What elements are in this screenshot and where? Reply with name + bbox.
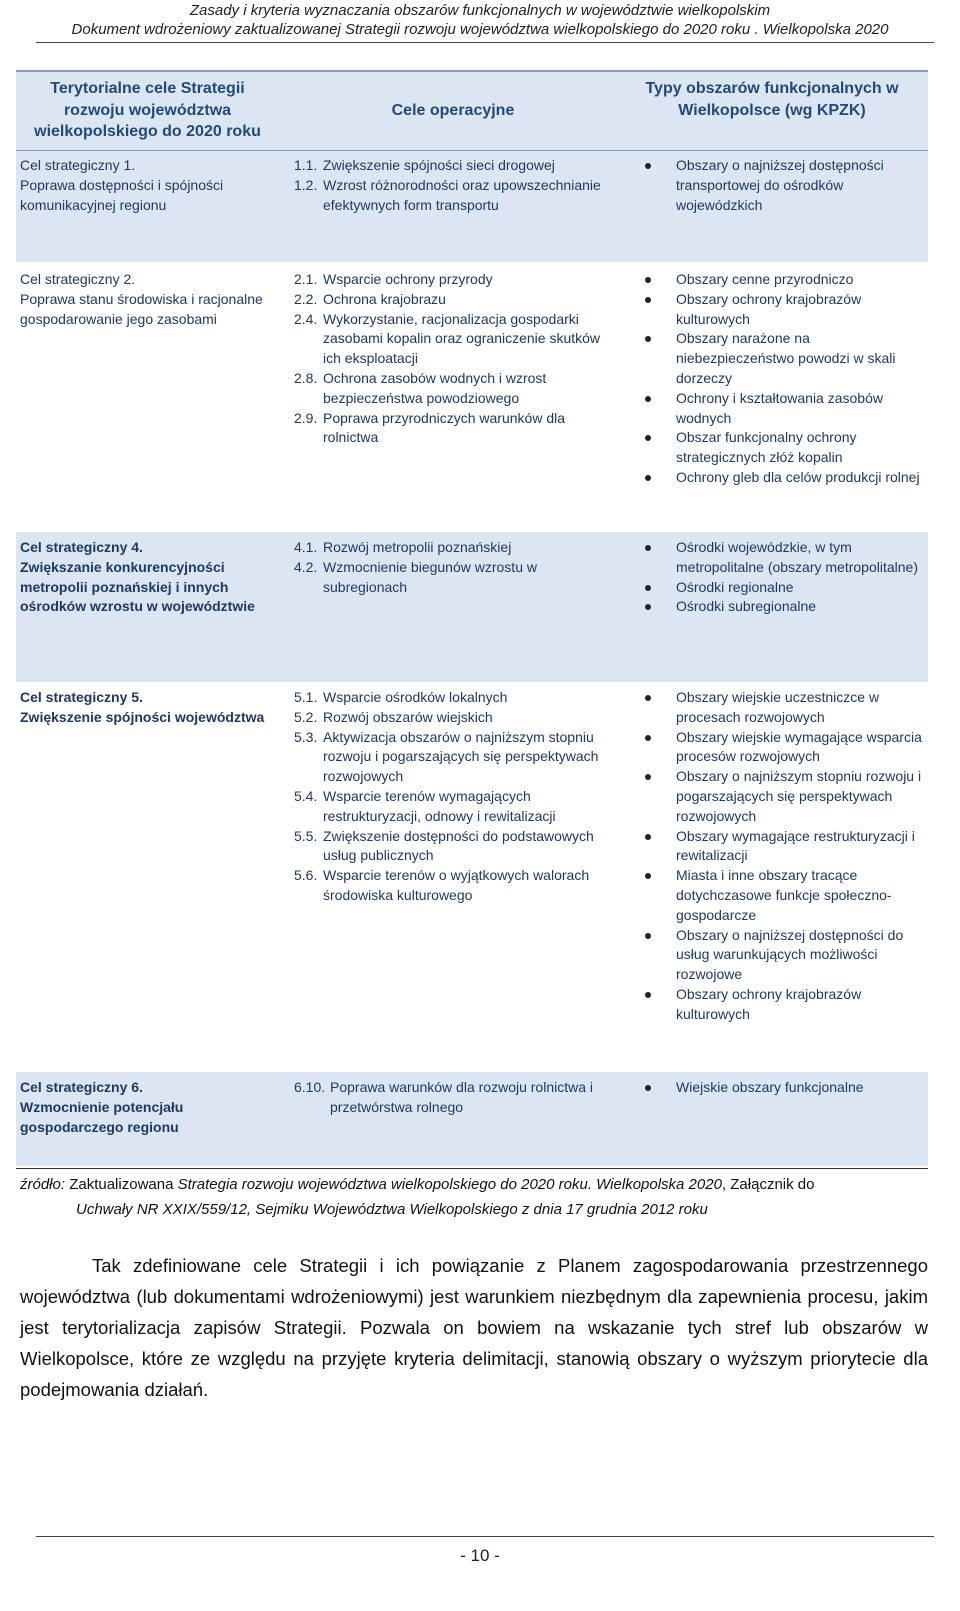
area-types-cell: [636, 270, 928, 488]
area-type-item: Ośrodki regionalne: [636, 578, 928, 598]
operational-goal-text: Wzmocnienie biegunów wzrostu w subregionach: [323, 558, 537, 595]
operational-goal-text: Wzrost różnorodności oraz upowszechnianie efektywnych form transportu: [323, 176, 601, 213]
operational-goal-item: [294, 708, 612, 728]
area-type-item: Ośrodki wojewódzkie, w tym metropolitalne (obszary metropolitalne): [636, 538, 928, 578]
page-number: - 10 -: [460, 1546, 500, 1565]
strategic-goal-cell: [20, 688, 275, 728]
running-header-title: Zasady i kryteria wyznaczania obszarów funkcjonalnych w województwie wielkopolskim: [189, 2, 771, 19]
operational-goal-number: 5.4.: [294, 787, 318, 804]
operational-goal-text: Zwiększenie spójności sieci drogowej: [323, 157, 555, 173]
area-types-cell: [636, 1078, 928, 1098]
area-type-item: Ośrodki subregionalne: [636, 597, 928, 617]
operational-goal-item: [294, 827, 612, 867]
operational-goal-text: Ochrona zasobów wodnych i wzrost bezpieczeństwa powodziowego: [323, 369, 547, 406]
operational-goal-number: 5.3.: [294, 728, 318, 745]
operational-goal-number: 2.2.: [294, 290, 318, 307]
operational-goal-number: 1.2.: [294, 176, 318, 193]
source-title: Strategia rozwoju województwa wielkopolskiego do 2020 roku. Wielkopolska 2020: [177, 1176, 722, 1193]
operational-goals-cell: [294, 1078, 612, 1118]
strategic-goal-text: Poprawa dostępności i spójności komunikacyjnej regionu: [20, 176, 224, 213]
table-row: [16, 1072, 928, 1166]
header-divider: [36, 42, 934, 43]
strategic-goal-cell: [20, 538, 275, 617]
strategic-goal-text: Poprawa stanu środowiska i racjonalne gospodarowanie jego zasobami: [20, 290, 263, 327]
strategic-goal-number: Cel strategiczny 1.: [20, 157, 136, 173]
table-row: [16, 532, 928, 682]
operational-goal-text: Zwiększenie dostępności do podstawowych usług publicznych: [323, 827, 594, 864]
area-type-item: Ochrony gleb dla celów produkcji rolnej: [636, 468, 928, 488]
source-line-2: Uchwały NR XXIX/559/12, Sejmiku Województwa Wielkopolskiego z dnia 17 grudnia 2012 roku: [76, 1201, 708, 1218]
source-text-2: , Załącznik do: [721, 1176, 815, 1193]
strategic-goal-number: Cel strategiczny 6.: [20, 1079, 143, 1095]
operational-goal-text: Wykorzystanie, racjonalizacja gospodarki zasobami kopalin oraz ograniczenie skutków ich eksploatacji: [323, 310, 601, 367]
strategic-goal-number: Cel strategiczny 4.: [20, 539, 143, 555]
strategic-goal-text: Wzmocnienie potencjału gospodarczego regionu: [20, 1098, 184, 1135]
area-type-item: Wiejskie obszary funkcjonalne: [636, 1078, 928, 1098]
area-types-cell: [636, 538, 928, 617]
area-type-item: Obszar funkcjonalny ochrony strategicznych złóż kopalin: [636, 428, 928, 468]
header-col-goals: Terytorialne cele Strategii rozwoju województwa wielkopolskiego do 2020 roku: [34, 80, 261, 140]
area-type-item: Obszary wymagające restrukturyzacji i rewitalizacji: [636, 827, 928, 867]
table-row: [16, 150, 928, 262]
area-type-item: Obszary o najniższym stopniu rozwoju i pogarszających się perspektywach rozwojowych: [636, 767, 928, 826]
operational-goals-cell: [294, 538, 612, 597]
header-col-operational: Cele operacyjne: [391, 102, 515, 119]
area-type-item: Obszary ochrony krajobrazów kulturowych: [636, 290, 928, 330]
operational-goals-cell: [294, 156, 612, 215]
operational-goal-item: [294, 369, 612, 409]
strategic-goal-text: Zwiększenie spójności województwa: [20, 708, 265, 725]
operational-goal-number: 2.8.: [294, 369, 318, 386]
body-paragraph: Tak zdefiniowane cele Strategii i ich powiązanie z Planem zagospodarowania przestrzennego województwa (lub dokumentami wdrożeniowymi) jest warunkiem niezbędnym dla zapewnienia procesu, jakim jest terytorializacja zapisów Strategii. Pozwala on bowiem na wskazanie tych stref lub obszarów w Wielkopolsce, które ze względu na przyjęte kryteria delimitacji, stanowią obszary o wyższym priorytecie dla podejmowania działań.: [20, 1255, 928, 1400]
area-type-item: Obszary narażone na niebezpieczeństwo powodzi w skali dorzeczy: [636, 329, 928, 388]
operational-goal-number: 5.5.: [294, 827, 318, 844]
area-type-item: Obszary o najniższej dostępności transportowej do ośrodków wojewódzkich: [636, 156, 928, 215]
operational-goal-text: Ochrona krajobrazu: [323, 290, 446, 307]
area-type-item: Ochrony i kształtowania zasobów wodnych: [636, 389, 928, 429]
operational-goal-item: [294, 866, 612, 906]
operational-goal-number: 6.10.: [294, 1079, 326, 1095]
area-types-cell: [636, 156, 928, 215]
operational-goal-item: [294, 310, 612, 369]
operational-goal-text: Rozwój metropolii poznańskiej: [323, 539, 512, 555]
strategic-goal-cell: [20, 156, 275, 215]
area-types-cell: [636, 688, 928, 1025]
operational-goal-item: [294, 728, 612, 787]
footer-divider: [36, 1536, 934, 1537]
operational-goal-number: 2.1.: [294, 271, 318, 287]
area-type-item: Obszary wiejskie uczestniczce w procesach rozwojowych: [636, 688, 928, 728]
strategic-goal-cell: [20, 270, 275, 329]
operational-goals-cell: [294, 688, 612, 906]
operational-goal-item: [294, 409, 612, 449]
operational-goal-item: [294, 156, 612, 176]
source-text-1: Zaktualizowana: [65, 1176, 178, 1193]
source-note: [20, 1172, 925, 1222]
strategic-goal-number: Cel strategiczny 2.: [20, 271, 136, 287]
operational-goal-item: [294, 688, 612, 708]
operational-goal-item: [294, 290, 612, 310]
operational-goal-text: Wsparcie ośrodków lokalnych: [323, 689, 508, 705]
operational-goal-text: Poprawa przyrodniczych warunków dla rolnictwa: [323, 409, 565, 446]
source-prefix: źródło:: [20, 1176, 66, 1193]
operational-goal-item: [294, 1078, 612, 1118]
operational-goal-number: 5.1.: [294, 689, 318, 705]
operational-goal-item: [294, 558, 612, 598]
operational-goal-item: [294, 538, 612, 558]
operational-goal-text: Wsparcie terenów o wyjątkowych walorach środowiska kulturowego: [323, 867, 590, 903]
operational-goal-number: 1.1.: [294, 157, 318, 173]
operational-goal-item: [294, 787, 612, 827]
area-type-item: Miasta i inne obszary tracące dotychczasowe funkcje społeczno-gospodarcze: [636, 866, 928, 925]
operational-goal-number: 2.4.: [294, 310, 318, 327]
area-type-item: Obszary o najniższej dostępności do usług warunkujących możliwości rozwojowe: [636, 926, 928, 985]
strategic-goal-cell: [20, 1078, 275, 1137]
operational-goal-number: 4.2.: [294, 558, 318, 575]
operational-goal-number: 5.2.: [294, 708, 318, 725]
area-type-item: Obszary cenne przyrodniczo: [636, 270, 928, 290]
operational-goals-cell: [294, 270, 612, 448]
strategic-goal-text: Zwiększanie konkurencyjności metropolii poznańskiej i innych ośrodków wzrostu w województwie: [20, 558, 255, 615]
area-type-item: Obszary wiejskie wymagające wsparcia procesów rozwojowych: [636, 728, 928, 768]
operational-goal-item: [294, 176, 612, 216]
operational-goal-number: 4.1.: [294, 539, 318, 555]
table-row: [16, 682, 928, 1072]
operational-goal-number: 5.6.: [294, 867, 318, 884]
source-divider: [16, 1168, 928, 1169]
operational-goal-item: [294, 270, 612, 290]
table-row: [16, 262, 928, 524]
running-header-subtitle: Dokument wdrożeniowy zaktualizowanej Strategii rozwoju województwa wielkopolskiego do 2020 roku . Wielkopolska 2020: [71, 21, 889, 38]
operational-goal-text: Wsparcie terenów wymagających restrukturyzacji, odnowy i rewitalizacji: [323, 787, 556, 824]
header-col-area-types: Typy obszarów funkcjonalnych w Wielkopolsce (wg KPZK): [645, 80, 899, 119]
operational-goal-text: Wsparcie ochrony przyrody: [323, 271, 493, 287]
operational-goal-text: Aktywizacja obszarów o najniższym stopniu rozwoju i pogarszających się perspektywach rozwojowych: [323, 728, 599, 785]
strategic-goal-number: Cel strategiczny 5.: [20, 689, 143, 705]
operational-goal-text: Poprawa warunków dla rozwoju rolnictwa i przetwórstwa rolnego: [330, 1079, 594, 1115]
operational-goal-text: Rozwój obszarów wiejskich: [323, 708, 493, 725]
operational-goal-number: 2.9.: [294, 409, 318, 426]
area-type-item: Obszary ochrony krajobrazów kulturowych: [636, 985, 928, 1025]
